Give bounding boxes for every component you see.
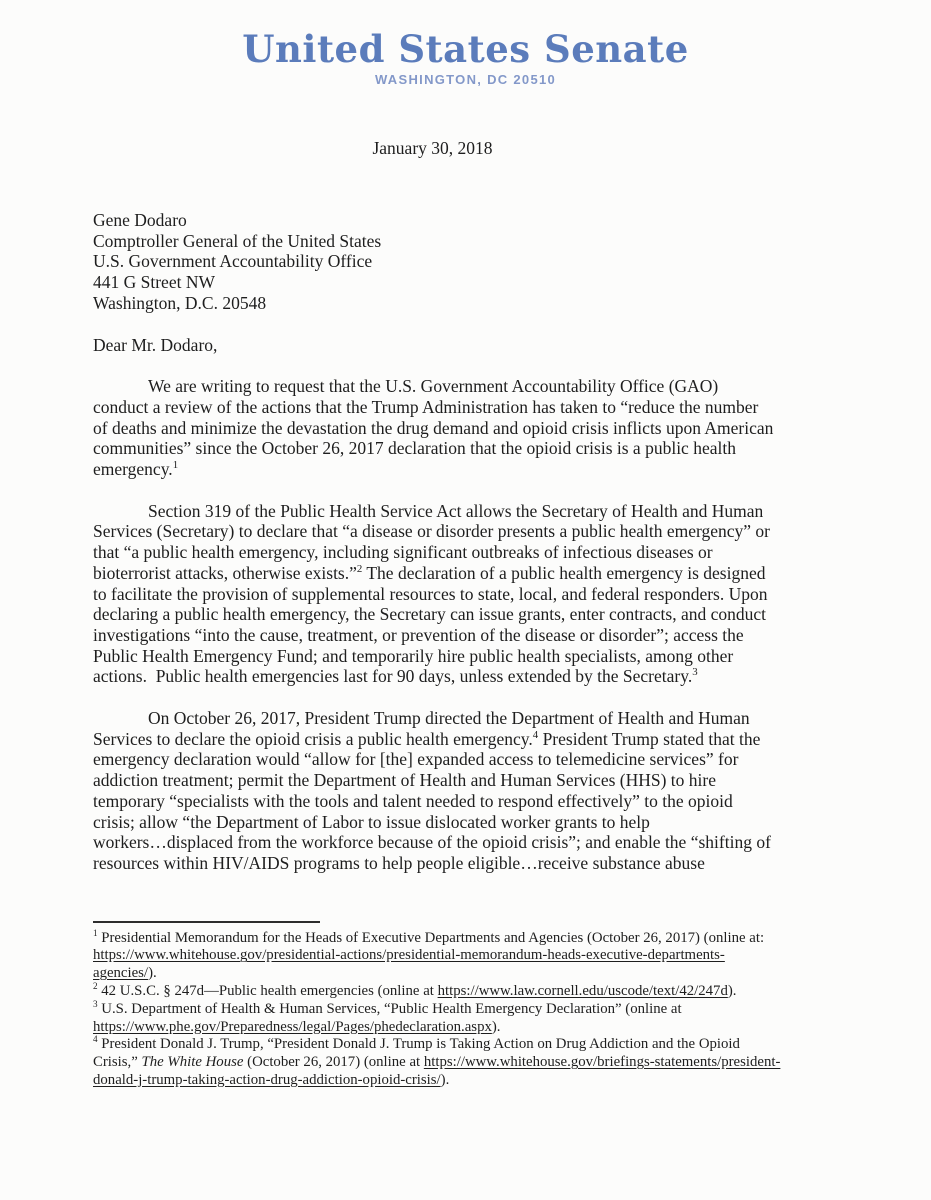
recipient-line: Comptroller General of the United States bbox=[93, 230, 382, 251]
body-line: to facilitate the provision of supplemental resources to state, local, and federal responders. Upon bbox=[93, 583, 768, 604]
letter-paragraphs bbox=[93, 376, 871, 873]
footnote-line: $^2$ 42 U.S.C. § 247d—Public health emergencies (online at https://www.law.cornell.edu/uscode/text/42/247d). bbox=[93, 981, 737, 1000]
recipient-line: 441 G Street NW bbox=[93, 272, 215, 293]
body-line: Services (Secretary) to declare that “a disease or disorder presents a public health emergency” or bbox=[93, 521, 771, 542]
body-line: Services to declare the opioid crisis a public health emergency.$^4$ President Trump stated that the bbox=[93, 728, 761, 749]
footnote-ref: 4 bbox=[532, 728, 539, 741]
footnote bbox=[93, 998, 891, 1037]
body-line: actions. Public health emergencies last for 90 days, unless extended by the Secretary.$^3$ bbox=[93, 666, 698, 687]
body-line: of deaths and minimize the devastation the drug demand and opioid crisis inflicts upon American bbox=[93, 417, 774, 438]
recipient-line: Washington, D.C. 20548 bbox=[93, 292, 267, 313]
footnote-url: https://www.whitehouse.gov/presidential-actions/presidential-memorandum-heads-executive-departments- bbox=[93, 947, 725, 964]
letterhead-address: WASHINGTON, DC 20510 bbox=[374, 72, 557, 87]
recipient-line: Gene Dodaro bbox=[93, 210, 187, 230]
footnote-line: $^4$ President Donald J. Trump, “President Donald J. Trump is Taking Action on Drug Addiction and the Opioid bbox=[93, 1034, 740, 1053]
body-line: investigations “into the cause, treatment, or prevention of the disease or disorder”; access the bbox=[93, 624, 744, 645]
footnote bbox=[93, 1036, 891, 1089]
body-paragraph bbox=[93, 708, 871, 874]
footnote-ref: 3 bbox=[692, 666, 698, 679]
footnote-ref: 1 bbox=[93, 927, 98, 938]
body-line: We are writing to request that the U.S. Government Accountability Office (GAO) bbox=[148, 376, 719, 397]
body-line: resources within HIV/AIDS programs to help people eligible…receive substance abuse bbox=[93, 852, 705, 873]
body-line: conduct a review of the actions that the Trump Administration has taken to “reduce the number bbox=[93, 396, 759, 417]
footnote-separator bbox=[93, 921, 320, 923]
letterhead bbox=[0, 0, 931, 88]
body-line: that “a public health emergency, including significant outbreaks of infectious diseases or bbox=[93, 542, 713, 563]
letter-body bbox=[93, 210, 871, 874]
footnote-ref: 2 bbox=[356, 563, 363, 576]
footnote-url: https://www.law.cornell.edu/uscode/text/42/247d bbox=[437, 983, 728, 1000]
letterhead-organization: United States Senate bbox=[242, 27, 689, 71]
body-line: communities” since the October 26, 2017 declaration that the opioid crisis is a public health bbox=[93, 438, 736, 459]
body-line: addiction treatment; permit the Department of Health and Human Services (HHS) to hire bbox=[93, 770, 717, 791]
salutation: Dear Mr. Dodaro, bbox=[93, 334, 218, 355]
footnote-line: $^3$ U.S. Department of Health & Human Services, “Public Health Emergency Declaration” (online at bbox=[93, 998, 682, 1017]
body-line: Section 319 of the Public Health Service Act allows the Secretary of Health and Human bbox=[148, 500, 764, 521]
footnote-line bbox=[93, 947, 891, 965]
body-line: On October 26, 2017, President Trump directed the Department of Health and Human bbox=[148, 708, 750, 729]
footnote-ref: 4 bbox=[93, 1034, 98, 1045]
cited-work-title: The White House bbox=[141, 1054, 244, 1071]
footnote-line: donald-j-trump-taking-action-drug-addiction-opioid-crisis/). bbox=[93, 1072, 450, 1089]
body-line: Public Health Emergency Fund; and temporarily hire public health specialists, among other bbox=[93, 645, 734, 666]
footnote-url: agencies/ bbox=[93, 965, 149, 982]
body-paragraph bbox=[93, 376, 871, 480]
footnote-ref: 1 bbox=[172, 459, 179, 472]
footnote-ref: 2 bbox=[93, 981, 98, 992]
recipient-line: U.S. Government Accountability Office bbox=[93, 251, 373, 272]
body-line: emergency declaration would “allow for [the] expanded access to telemedicine services” for bbox=[93, 749, 739, 770]
footnote-url: https://www.phe.gov/Preparedness/legal/Pages/phedeclaration.aspx bbox=[93, 1018, 492, 1035]
footnote-line: Crisis,” The White House (October 26, 2017) (online at https://www.whitehouse.gov/briefings-statements/president- bbox=[93, 1054, 781, 1071]
footnotes bbox=[93, 927, 891, 1090]
body-line: workers…displaced from the workforce because of the opioid crisis”; and enable the “shifting of bbox=[93, 832, 771, 853]
footnote bbox=[93, 983, 891, 1001]
recipient-block bbox=[93, 210, 871, 314]
body-line: declaring a public health emergency, the Secretary can issue grants, enter contracts, and conduct bbox=[93, 604, 766, 625]
body-line: temporary “specialists with the tools and talent needed to respond effectively” to the opioid bbox=[93, 790, 733, 811]
body-line: bioterrorist attacks, otherwise exists.”$^2$ The declaration of a public health emergency is designed bbox=[93, 562, 766, 583]
body-line: emergency.$^1$ bbox=[93, 459, 179, 480]
footnote-line: https://www.phe.gov/Preparedness/legal/Pages/phedeclaration.aspx). bbox=[93, 1018, 501, 1035]
footnote-line: $^1$ Presidential Memorandum for the Heads of Executive Departments and Agencies (October 26, 2017) (online at: bbox=[93, 927, 765, 946]
body-line: crisis; allow “the Department of Labor to issue dislocated worker grants to help bbox=[93, 811, 650, 832]
footnote-line: agencies/). bbox=[93, 965, 157, 982]
footnote-ref: 3 bbox=[93, 998, 98, 1009]
body-paragraph bbox=[93, 501, 871, 687]
footnote-url: https://www.whitehouse.gov/briefings-statements/president- bbox=[423, 1054, 781, 1071]
footnote bbox=[93, 927, 891, 983]
letter-date: January 30, 2018 bbox=[372, 138, 493, 158]
footnote-url: donald-j-trump-taking-action-drug-addiction-opioid-crisis/ bbox=[93, 1072, 441, 1089]
